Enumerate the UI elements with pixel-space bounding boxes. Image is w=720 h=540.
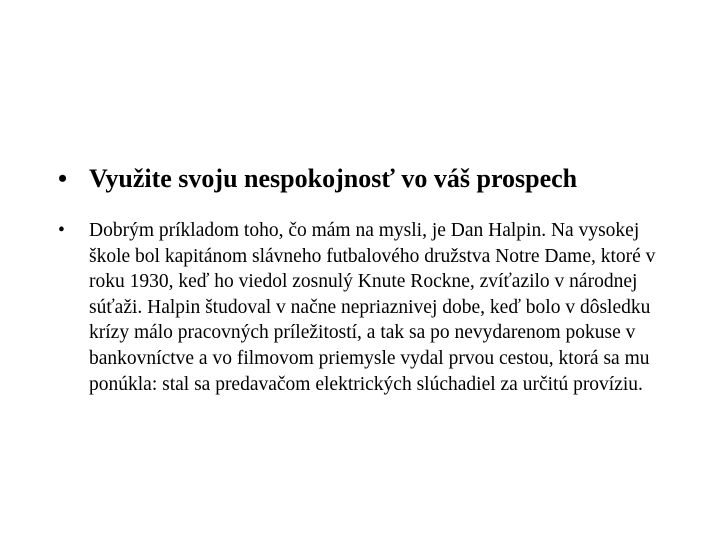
bullet-icon: • bbox=[58, 220, 65, 241]
bullet-paragraph bbox=[58, 218, 678, 397]
bullet-heading-text: Využite svoju nespokojnosť vo váš prospech bbox=[89, 164, 578, 193]
bullet-paragraph-text: Dobrým príkladom toho, čo mám na mysli, je Dan Halpin. Na vysokej škole bol kapitánom slávneho futbalového družstva Notre Dame, ktoré v roku 1930, keď ho viedol zosnulý Knute Rockne, zvíťazilo v národnej súťaži. Halpin študoval v načne nepriaznivej dobe, keď bolo v dôsledku krízy málo pracovných príležitostí, a tak sa po nevydarenom pokuse v bankovníctve a vo filmovom priemysle vydal prvou cestou, ktorá sa mu ponúkla: stal sa predavačom elektrických slúchadiel za určitú províziu. bbox=[89, 220, 656, 395]
bullet-heading bbox=[58, 160, 678, 197]
bullet-icon: • bbox=[58, 164, 68, 193]
bullet-list bbox=[58, 160, 678, 397]
